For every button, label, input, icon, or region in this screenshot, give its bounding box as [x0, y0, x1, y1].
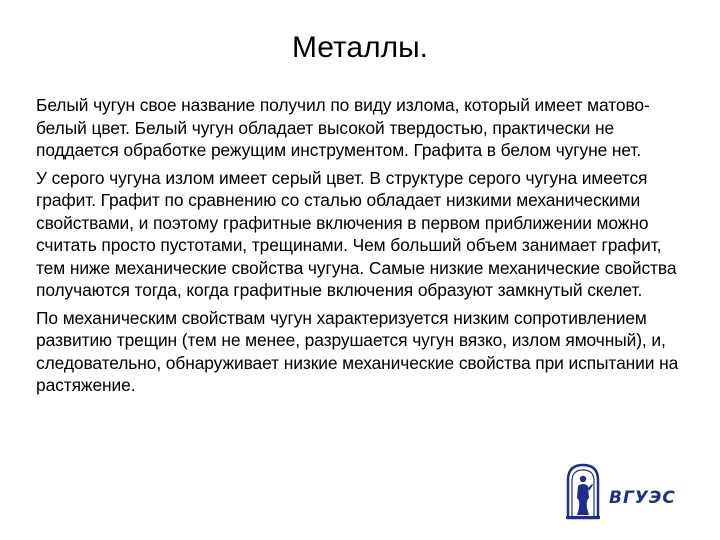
logo-text: ВГУЭС [609, 488, 676, 508]
paragraph-gray-cast-iron: У серого чугуна излом имеет серый цвет. В структуре серого чугуна имеется графит. Графит по сравнению со сталью обладает низкими механическими свойствами, и поэтому графитные включения в первом приближении можно считать просто пустотами, трещинами. Чем больший объем занимает графит, тем ниже механические свойства чугуна. Самые низкие механические свойства получаются тогда, когда графитные включения образуют замкнутый скелет. [36, 167, 677, 300]
university-emblem-icon [565, 462, 601, 520]
university-logo [565, 462, 685, 522]
slide-body [36, 94, 688, 402]
paragraph-mechanical-properties: По механическим свойствам чугун характеризуется низким сопротивлением развитию трещин (тем не менее, разрушается чугун вязко, излом ямочный), и, следовательно, обнаруживает низкие механические свойства при испытании на растяжение. [36, 307, 679, 395]
slide-title: Металлы. [291, 31, 428, 64]
paragraph-white-cast-iron: Белый чугун свое название получил по виду излома, который имеет матово-белый цвет. Белый чугун обладает высокой твердостью, практически не поддается обработке режущим инструментом. Графита в белом чугуне нет. [36, 95, 650, 160]
